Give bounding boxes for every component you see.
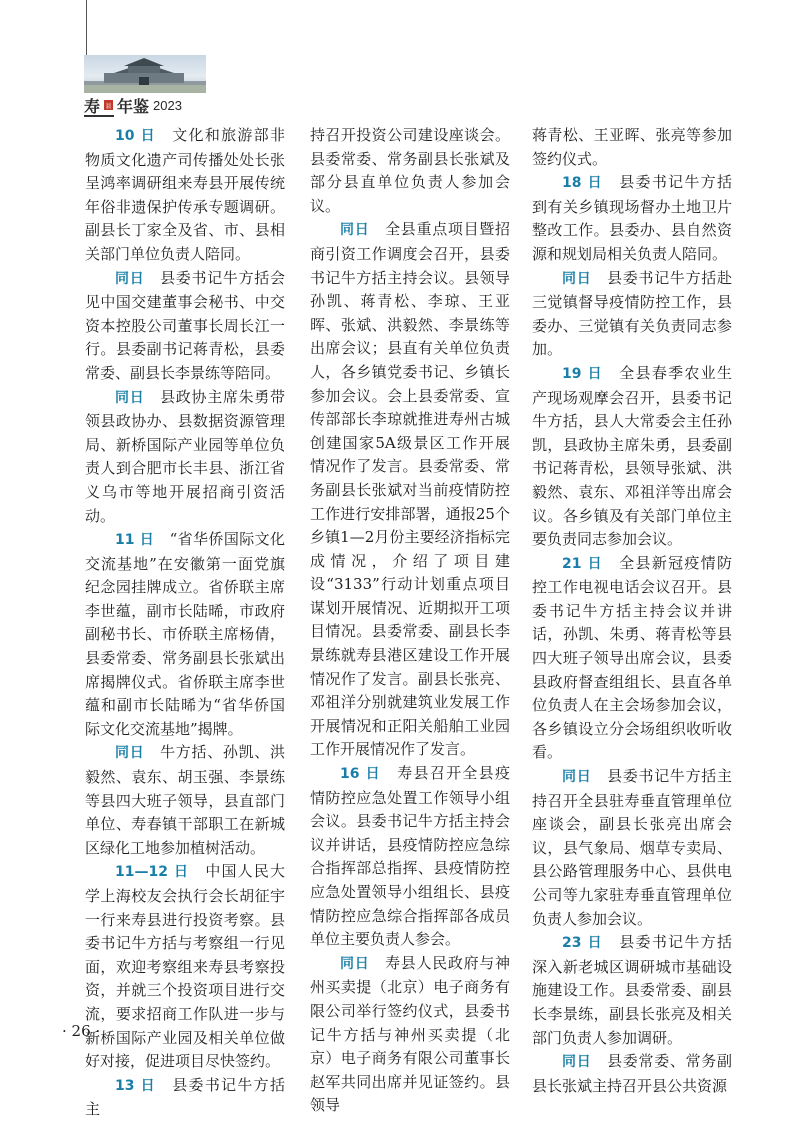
entry-text: 县委书记牛方括赴三觉镇督导疫情防控工作，县委办、三觉镇有关负责同志参加。 [532,268,732,359]
entry-text: 寿县召开全县疫情防控应急处置工作领导小组会议。县委书记牛方括主持会议并讲话，县疫情防控应急综合指挥部总指挥、县疫情防控应急处置领导小组组长、县疫情防控应急综合指挥部各成员单位主要负责人参会。 [310,764,510,949]
chronicle-entry [532,267,732,362]
entry-date: 同日 [562,270,592,287]
chronicle-entry [85,741,285,860]
header-photo-city-gate [84,55,206,93]
chronicle-entry [85,528,285,741]
chronicle-entry [532,1050,732,1098]
chronicle-entry [85,860,285,1073]
entry-text: 寿县人民政府与神州买卖提（北京）电子商务有限公司举行签约仪式，县委书记牛方括与神州买卖提（北京）电子商务有限公司董事长赵军共同出席并见证签约。县领导 [310,953,510,1115]
entry-date: 同日 [562,769,592,786]
chronicle-entry [310,124,510,218]
entry-text: 县委书记牛方括到有关乡镇现场督办土地卫片整改工作。县委办、县自然资源和规划局相关负责人陪同。 [532,173,732,263]
entry-date: 同日 [115,270,145,287]
entry-text: 牛方括、孙凯、洪毅然、袁东、胡玉强、李景练等县四大班子领导，县直部门单位、寿春镇干部职工在新城区绿化工地参加植树活动。 [85,743,285,857]
county-seal: 县 [104,100,113,110]
entry-text: 持召开投资公司建设座谈会。县委常委、常务副县长张斌及部分县直单位负责人参加会议。 [310,126,510,215]
entry-text: 县委书记牛方括会见中国交建董事会秘书、中交资本控股公司董事长周长江一行。县委副书记蒋青松，县委常委、副县长李景练等陪同。 [85,268,285,382]
text-column-2 [310,124,510,1118]
entry-date: 11 日 [115,532,155,549]
chronicle-entry [532,124,732,171]
page-number: · 26 · [62,1022,101,1040]
entry-text: 县政协主席朱勇带领县政协办、县数据资源管理局、新桥国际产业园等单位负责人到合肥市长丰县、浙江省义乌市等地开展招商引资活动。 [85,387,285,525]
chronicle-entry [85,267,285,386]
entry-date: 同日 [340,955,370,972]
chronicle-entry [532,931,732,1050]
entry-text: 县委书记牛方括主 [85,1075,285,1119]
entry-text: 县委书记牛方括深入新老城区调研城市基础设施建设工作。县委常委、副县长李景练，副县长张亮及相关部门负责人参加调研。 [532,933,732,1047]
text-column-3 [532,124,732,1098]
entry-date: 11—12 日 [115,864,190,881]
entry-date: 23 日 [562,935,603,952]
entry-text: 全县重点项目暨招商引资工作调度会召开，县委书记牛方括主持会议。县领导孙凯、蒋青松、李琼、王亚晖、张斌、洪毅然、李景练等出席会议；县直有关单位负责人，各乡镇党委书记、乡镇长参加会议。会上县委常委、宣传部部长李琼就推进寿州古城创建国家5A级景区工作开展情况作了发言。县委常委、常务副县长张斌对当前疫情防控工作进行安排部署，通报25个乡镇1—2月份主要经济指标完成情况，介绍了项目建设“3133”行动计划重点项目谋划开展情况、近期拟开工项目情况。县委常委、副县长李景练就寿县港区建设工作开展情况作了发言。副县长张亮、邓祖洋分别就建筑业发展工作开展情况和正阳关船舶工业园工作开展情况作了发言。 [310,220,510,759]
entry-text: 全县新冠疫情防控工作电视电话会议召开。县委书记牛方括主持会议并讲话，孙凯、朱勇、蒋青松等县四大班子领导出席会议，县委县政府督查组组长、县直各单位负责人在主会场参加会议，各乡镇设立分会场组织收听收看。 [532,553,732,762]
title-underline [84,115,114,117]
chronicle-entry [85,1074,285,1122]
header-vertical-rule [86,0,87,62]
entry-date: 同日 [340,222,370,239]
yearbook-year: 2023 [153,97,182,113]
yearbook-logo-suffix: 年鉴 [117,96,150,116]
entry-date: 21 日 [562,555,603,572]
chronicle-entry [310,762,510,952]
entry-date: 18 日 [562,175,603,192]
text-column-1 [85,124,285,1122]
entry-date: 同日 [562,1054,592,1071]
chronicle-entry [532,362,732,552]
entry-text: 文化和旅游部非物质文化遗产司传播处处长张呈鸿率调研组来寿县开展传统年俗非遗保护传承专题调研。副县长丁家全及省、市、县相关部门单位负责人陪同。 [85,126,285,263]
entry-date: 10 日 [115,128,156,144]
entry-text: “省华侨国际文化交流基地”在安徽第一面党旗纪念园挂牌成立。省侨联主席李世蕴，副市长陆晞，市政府副秘书长、市侨联主席杨倩，县委常委、常务副县长张斌出席揭牌仪式。省侨联主席李世蕴和副市长陆晞为“省华侨国际文化交流基地”揭牌。 [85,530,285,738]
entry-text: 中国人民大学上海校友会执行会长胡征宇一行来寿县进行投资考察。县委书记牛方括与考察组一行见面，欢迎考察组来寿县考察投资，并就三个投资项目进行交流，要求招商工作队进一步与新桥国际产业园及相关单位做好对接，促进项目尽快签约。 [85,862,285,1071]
chronicle-entry [85,386,285,529]
chronicle-entry [532,552,732,765]
chronicle-entry [532,171,732,266]
entry-date: 同日 [115,745,145,762]
entry-text: 县委常委、常务副县长张斌主持召开县公共资源 [532,1052,732,1095]
entry-text: 县委书记牛方括主持召开全县驻寿垂直管理单位座谈会，副县长张亮出席会议，县气象局、烟草专卖局、县公路管理服务中心、县供电公司等九家驻寿垂直管理单位负责人参加会议。 [532,767,732,928]
yearbook-logo: 寿 [84,96,101,116]
entry-text: 全县春季农业生产现场观摩会召开，县委书记牛方括，县人大常委会主任孙凯，县政协主席朱勇，县委副书记蒋青松，县领导张斌、洪毅然、袁东、邓祖洋等出席会议。各乡镇及有关部门单位主要负责同志参加会议。 [532,363,732,549]
entry-date: 同日 [115,389,145,406]
chronicle-entry [310,952,510,1118]
entry-date: 13 日 [115,1077,156,1094]
chronicle-entry [310,218,510,762]
entry-text: 蒋青松、王亚晖、张亮等参加签约仪式。 [532,126,732,168]
entry-date: 19 日 [562,365,603,382]
yearbook-title [84,96,182,114]
entry-date: 16 日 [340,766,381,783]
chronicle-entry [85,124,285,267]
chronicle-entry [532,765,732,931]
